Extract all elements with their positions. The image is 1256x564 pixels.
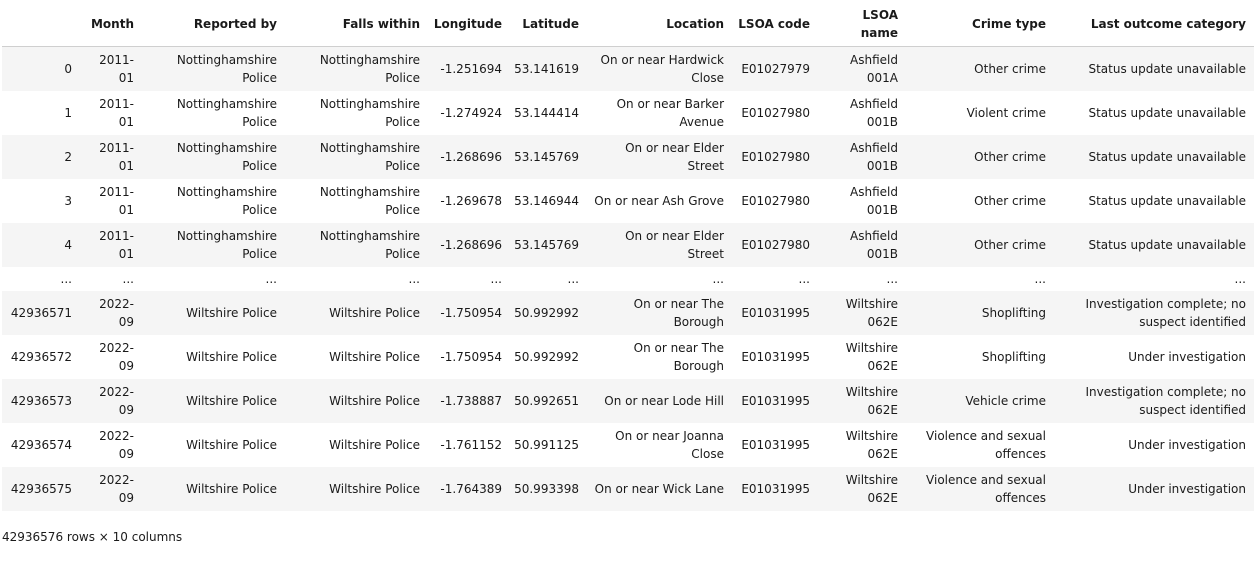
cell-month: 2011-01	[99, 96, 134, 129]
cell-lsoa-code: E01027980	[741, 149, 810, 164]
cell-month: 2011-01	[99, 52, 134, 85]
cell-reported-by: Wiltshire Police	[186, 393, 277, 408]
cell-crime-type: ...	[1034, 271, 1046, 286]
row-index: 42936575	[10, 481, 72, 496]
row-index: 1	[64, 105, 72, 120]
row-index: 42936571	[10, 305, 72, 320]
cell-location: On or near Lode Hill	[604, 393, 724, 408]
table-row	[2, 47, 1254, 91]
cell-reported-by: Nottinghamshire Police	[176, 96, 277, 129]
dataframe-table	[2, 2, 1254, 511]
cell-falls-within: Wiltshire Police	[329, 393, 420, 408]
cell-lsoa-code: E01031995	[741, 349, 810, 364]
row-index: 42936573	[10, 393, 72, 408]
cell-reported-by: ...	[265, 271, 277, 286]
cell-latitude: 50.991125	[514, 437, 579, 452]
cell-reported-by: Nottinghamshire Police	[176, 52, 277, 85]
cell-lsoa-code: E01031995	[741, 481, 810, 496]
cell-longitude: -1.761152	[440, 437, 502, 452]
table-row	[2, 291, 1254, 335]
cell-month: 2022-09	[99, 384, 134, 417]
table-row	[2, 335, 1254, 379]
table-row	[2, 135, 1254, 179]
cell-month: ...	[122, 271, 134, 286]
cell-lsoa-name: ...	[886, 271, 898, 286]
cell-lsoa-code: E01027980	[741, 193, 810, 208]
column-header-month: Month	[80, 2, 142, 47]
cell-lsoa-code: E01027980	[741, 105, 810, 120]
cell-crime-type: Vehicle crime	[965, 393, 1046, 408]
cell-latitude: ...	[567, 271, 579, 286]
cell-month: 2011-01	[99, 184, 134, 217]
column-header-index	[2, 2, 80, 47]
column-header-longitude: Longitude	[428, 2, 510, 47]
row-index: 2	[64, 149, 72, 164]
cell-longitude: -1.750954	[440, 349, 502, 364]
cell-last-outcome-category: Investigation complete; no suspect identified	[1085, 384, 1246, 417]
cell-longitude: -1.750954	[440, 305, 502, 320]
cell-latitude: 50.992992	[514, 305, 579, 320]
ellipsis-row	[2, 267, 1254, 291]
cell-last-outcome-category: Status update unavailable	[1088, 237, 1246, 252]
cell-falls-within: Nottinghamshire Police	[319, 96, 420, 129]
cell-crime-type: Violence and sexual offences	[926, 472, 1046, 505]
cell-longitude: -1.274924	[440, 105, 502, 120]
cell-lsoa-name: Ashfield 001B	[850, 96, 898, 129]
cell-lsoa-code: E01031995	[741, 393, 810, 408]
cell-last-outcome-category: Under investigation	[1128, 349, 1246, 364]
cell-last-outcome-category: Investigation complete; no suspect identified	[1085, 296, 1246, 329]
cell-longitude: -1.268696	[440, 237, 502, 252]
cell-lsoa-code: E01027979	[741, 61, 810, 76]
cell-location: On or near The Borough	[633, 340, 724, 373]
cell-location: On or near Joanna Close	[615, 428, 724, 461]
cell-longitude: ...	[490, 271, 502, 286]
cell-falls-within: ...	[408, 271, 420, 286]
cell-location: On or near Elder Street	[625, 228, 724, 261]
cell-crime-type: Violent crime	[966, 105, 1046, 120]
cell-lsoa-code: E01031995	[741, 305, 810, 320]
cell-latitude: 53.145769	[514, 149, 579, 164]
cell-latitude: 53.146944	[514, 193, 579, 208]
cell-latitude: 50.992651	[514, 393, 579, 408]
cell-crime-type: Violence and sexual offences	[926, 428, 1046, 461]
cell-longitude: -1.269678	[440, 193, 502, 208]
table-row	[2, 223, 1254, 267]
cell-lsoa-name: Ashfield 001B	[850, 228, 898, 261]
cell-last-outcome-category: Status update unavailable	[1088, 61, 1246, 76]
column-header-latitude: Latitude	[510, 2, 587, 47]
cell-location: On or near Ash Grove	[594, 193, 724, 208]
cell-longitude: -1.268696	[440, 149, 502, 164]
cell-falls-within: Nottinghamshire Police	[319, 228, 420, 261]
table-row	[2, 423, 1254, 467]
row-index: 3	[64, 193, 72, 208]
cell-lsoa-name: Wiltshire 062E	[845, 340, 898, 373]
row-index: 0	[64, 61, 72, 76]
column-header-crime-type: Crime type	[906, 2, 1054, 47]
cell-location: ...	[712, 271, 724, 286]
cell-reported-by: Wiltshire Police	[186, 349, 277, 364]
cell-latitude: 53.145769	[514, 237, 579, 252]
cell-falls-within: Nottinghamshire Police	[319, 184, 420, 217]
cell-lsoa-name: Ashfield 001B	[850, 140, 898, 173]
cell-location: On or near The Borough	[633, 296, 724, 329]
cell-crime-type: Shoplifting	[981, 349, 1046, 364]
cell-latitude: 53.141619	[514, 61, 579, 76]
cell-month: 2011-01	[99, 228, 134, 261]
cell-lsoa-code: E01027980	[741, 237, 810, 252]
cell-lsoa-name: Wiltshire 062E	[845, 384, 898, 417]
cell-location: On or near Hardwick Close	[600, 52, 724, 85]
cell-last-outcome-category: Under investigation	[1128, 481, 1246, 496]
column-header-lsoa-name: LSOA name	[818, 2, 906, 47]
cell-last-outcome-category: Status update unavailable	[1088, 105, 1246, 120]
cell-falls-within: Wiltshire Police	[329, 349, 420, 364]
cell-month: 2022-09	[99, 340, 134, 373]
cell-longitude: -1.738887	[440, 393, 502, 408]
cell-latitude: 50.992992	[514, 349, 579, 364]
cell-lsoa-code: ...	[798, 271, 810, 286]
row-index: 4	[64, 237, 72, 252]
cell-reported-by: Wiltshire Police	[186, 437, 277, 452]
cell-crime-type: Other crime	[974, 193, 1046, 208]
cell-last-outcome-category: Under investigation	[1128, 437, 1246, 452]
cell-lsoa-code: E01031995	[741, 437, 810, 452]
table-body	[2, 47, 1254, 511]
cell-latitude: 50.993398	[514, 481, 579, 496]
cell-month: 2022-09	[99, 472, 134, 505]
column-header-reported-by: Reported by	[142, 2, 285, 47]
header-row	[2, 2, 1254, 47]
cell-lsoa-name: Ashfield 001B	[850, 184, 898, 217]
cell-month: 2011-01	[99, 140, 134, 173]
cell-last-outcome-category: ...	[1234, 271, 1246, 286]
cell-reported-by: Nottinghamshire Police	[176, 228, 277, 261]
cell-latitude: 53.144414	[514, 105, 579, 120]
cell-reported-by: Nottinghamshire Police	[176, 184, 277, 217]
cell-lsoa-name: Wiltshire 062E	[845, 472, 898, 505]
cell-longitude: -1.764389	[440, 481, 502, 496]
shape-note: 42936576 rows × 10 columns	[2, 530, 183, 544]
cell-month: 2022-09	[99, 428, 134, 461]
dataframe-output	[2, 2, 1254, 511]
cell-falls-within: Wiltshire Police	[329, 437, 420, 452]
cell-crime-type: Shoplifting	[981, 305, 1046, 320]
cell-falls-within: Wiltshire Police	[329, 481, 420, 496]
cell-location: On or near Wick Lane	[594, 481, 724, 496]
cell-last-outcome-category: Status update unavailable	[1088, 149, 1246, 164]
cell-crime-type: Other crime	[974, 149, 1046, 164]
cell-reported-by: Wiltshire Police	[186, 305, 277, 320]
table-row	[2, 379, 1254, 423]
table-row	[2, 179, 1254, 223]
cell-lsoa-name: Ashfield 001A	[850, 52, 898, 85]
cell-falls-within: Nottinghamshire Police	[319, 140, 420, 173]
cell-location: On or near Barker Avenue	[616, 96, 724, 129]
table-row	[2, 467, 1254, 511]
column-header-falls-within: Falls within	[285, 2, 428, 47]
cell-lsoa-name: Wiltshire 062E	[845, 428, 898, 461]
cell-reported-by: Nottinghamshire Police	[176, 140, 277, 173]
column-header-lsoa-code: LSOA code	[732, 2, 818, 47]
column-header-location: Location	[587, 2, 732, 47]
cell-month: 2022-09	[99, 296, 134, 329]
cell-reported-by: Wiltshire Police	[186, 481, 277, 496]
cell-falls-within: Wiltshire Police	[329, 305, 420, 320]
cell-crime-type: Other crime	[974, 61, 1046, 76]
cell-longitude: -1.251694	[440, 61, 502, 76]
table-row	[2, 91, 1254, 135]
cell-falls-within: Nottinghamshire Police	[319, 52, 420, 85]
row-index: 42936574	[10, 437, 72, 452]
cell-crime-type: Other crime	[974, 237, 1046, 252]
cell-location: On or near Elder Street	[625, 140, 724, 173]
cell-lsoa-name: Wiltshire 062E	[845, 296, 898, 329]
row-index: ...	[60, 271, 72, 286]
cell-last-outcome-category: Status update unavailable	[1088, 193, 1246, 208]
row-index: 42936572	[10, 349, 72, 364]
column-header-last-outcome-category: Last outcome category	[1054, 2, 1254, 47]
